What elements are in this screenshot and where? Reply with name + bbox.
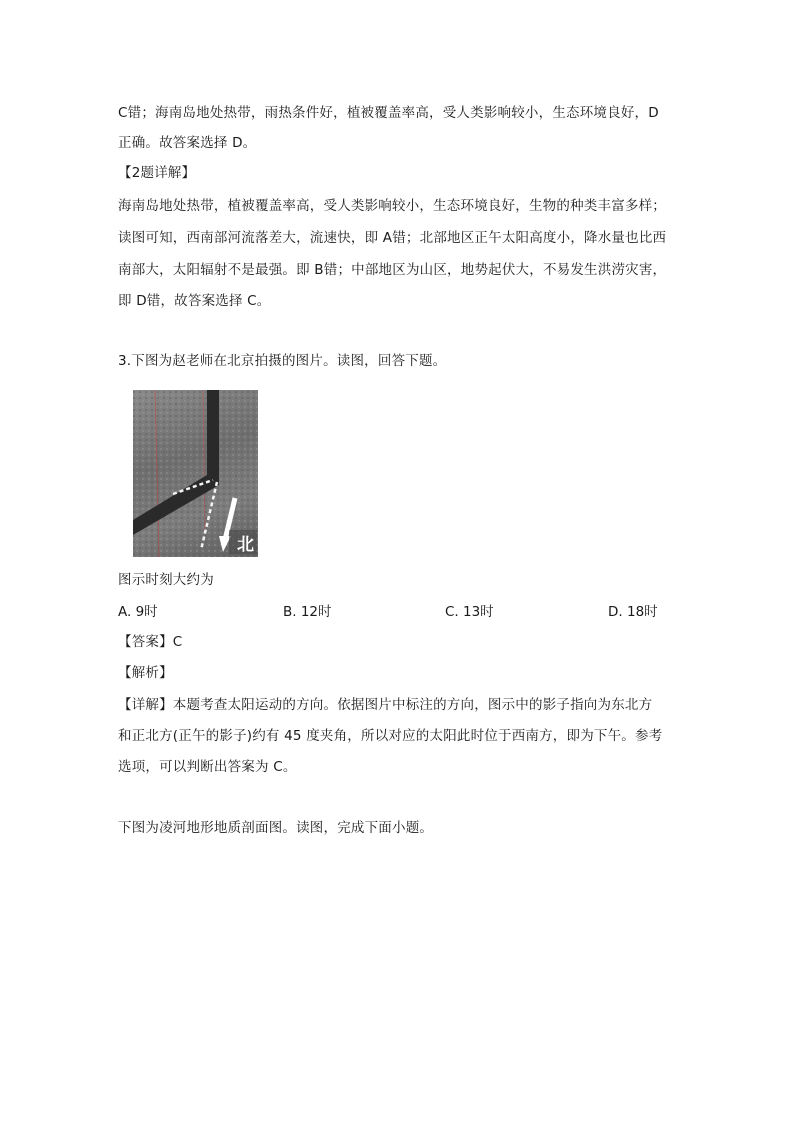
shadow-photo [133,390,258,557]
north-label: 北 [237,535,254,555]
question3-prompt: 图示时刻大约为 [118,572,214,588]
option-c: C. 13时 [445,604,494,620]
section2-line: 即 D错，故答案选择 C。 [118,293,271,309]
option-b: B. 12时 [283,604,332,620]
option-a: A. 9时 [118,604,158,620]
question3-stem: 3.下图为赵老师在北京拍摄的图片。读图，回答下题。 [118,353,447,369]
section2-line: 读图可知，西南部河流落差大，流速快，即 A错；北部地区正午太阳高度小，降水量也比西 [118,230,667,246]
analysis-line: 选项，可以判断出答案为 C。 [118,759,297,775]
option-d: D. 18时 [608,604,658,620]
section1-line2: 正确。故答案选择 D。 [118,135,257,151]
section2-line: 海南岛地处热带，植被覆盖率高，受人类影响较小，生态环境良好，生物的种类丰富多样； [118,198,666,214]
next-intro: 下图为凌河地形地质剖面图。读图，完成下面小题。 [118,820,434,836]
analysis-line: 【详解】本题考查太阳运动的方向。依据图片中标注的方向，图示中的影子指向为东北方 [118,697,653,713]
analysis-heading: 【解析】 [118,665,173,681]
analysis-line: 和正北方(正午的影子)约有 45 度夹角，所以对应的太阳此时位于西南方，即为下午。参考 [118,728,663,744]
answer: 【答案】C [118,634,183,650]
section1-line1: C错；海南岛地处热带，雨热条件好，植被覆盖率高，受人类影响较小，生态环境良好，D [118,105,659,121]
section2-line: 南部大，太阳辐射不是最强。即 B错；中部地区为山区，地势起伏大，不易发生洪涝灾害， [118,262,667,278]
section2-heading: 【2题详解】 [118,165,196,181]
